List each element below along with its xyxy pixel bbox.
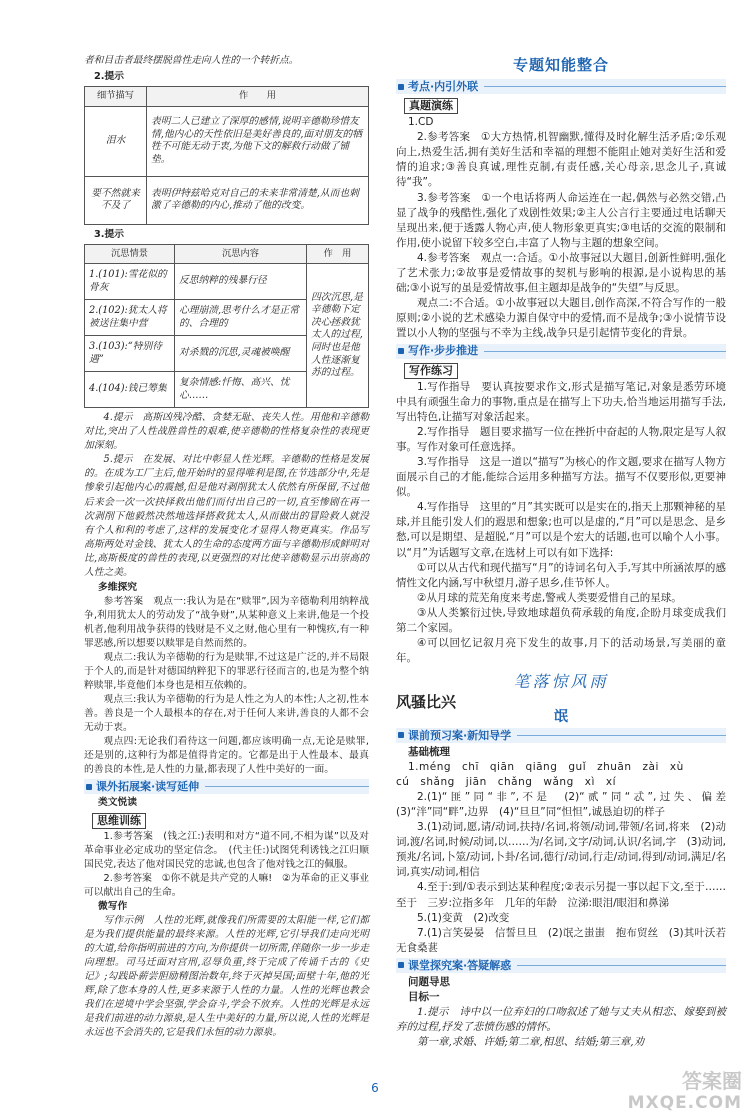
basics-7: 7.(1)言笑晏晏 信誓旦旦 (2)氓之蚩蚩 抱布贸丝 (3)其叶沃若 无食桑葚 [396,926,737,954]
writing-guide-2: 2.写作指导 题目要求描写一位在挫折中奋起的人物,限定是写人叙事。写作对象可任意选择。 [396,425,726,453]
answer-4a: 4.参考答案 观点一:合适。①小故事冠以大题目,创新性鲜明,强化了艺术张力;②故事是爱情故事的契机与影响的根源,是小说构思的基础;③小说写的虽是爱情故事,但主题却是战争的“失望”与反思。 [396,251,726,295]
hint-2-label: 2.提示 [94,71,124,83]
writing-option-4: ④可以回忆记叙月亮下发生的故事,月下的活动场景,写美丽的童年。 [396,637,726,665]
content-cell: 对杀戮的沉思,灵魂被唤醒 [175,336,307,372]
divider [484,351,726,352]
view-3: 观点三:我认为辛德勒的行为是人性之为人的本性;人之初,性本善。善良是一个人最根本的存在,对于任何人来讲,善良的人都不会无动于衷。 [84,694,369,734]
scene-cell: 3.(103):“特别待遇” [85,336,175,372]
section-bar-label: 写作·步步推进 [408,344,479,358]
reflection-head-3: 作 用 [307,244,369,264]
detail-cell: 要不然就来不及了 [85,176,147,224]
scene-cell: 4.(104):钱已筹集 [85,372,175,408]
questions-title: 问题导思 [408,975,450,988]
basics-2: 2.(1)“匪”同“非”,不是 (2)“贰”同“忒”,过失、偏差 (3)“泮”同“畔”,边界 (4)“旦旦”同“怛怛”,诚恳迫切的样子 [396,790,737,818]
unit-title: 风骚比兴 [396,693,457,712]
view-2: 观点二:我认为辛德勒的行为是赎罪,不过这是广泛的,并不局限于个人的,而是针对德国纳粹犯下的罪恶行径而言的,也是为整个纳粹赎罪,毕竟他们本身也是相互依赖的。 [84,652,369,692]
table-row [85,106,369,176]
section-bar-label: 考点·内引外联 [408,80,479,94]
basics-title: 基础梳理 [408,745,450,758]
left-column [84,54,369,1040]
section-bar-exam [396,79,726,94]
bullet-icon [86,784,92,790]
lesson-title: 氓 [554,709,568,726]
writing-option-3: ③从人类繁衍过快,导致地球超负荷承载的角度,企盼月球变成我们第二个家园。 [396,606,726,634]
divider [517,735,726,736]
bullet-icon [398,84,404,90]
detail-table-head-2: 作 用 [147,87,369,107]
section-bar-label: 课外拓展案·读写延伸 [96,779,200,793]
page-number-text: 6 [371,1081,379,1095]
bullet-icon [398,348,404,354]
micro-writing-sample: 写作示例 人性的光辉,就像我们所需要的太阳能一样,它们都是为我们提供能量的最终来源。人性的光辉,它引导我们走向光明的大道,给你指明前进的方向,为你提供一切所需,伴随你一步一步走向理想。司马迁面对宫刑,忍辱负重,终于完成了传诵千古的《史记》;勾践卧薪尝胆励精图治数年,终于灭掉吴国;面壁十年,他的光辉,除了您本身的人性,更多来源于人性的力量。人性的光辉也教会我们在逆境中学会坚强,学会奋斗,学会不放弃。人性的光辉是永远是我们前进的动力源泉,是人生中美好的力量,所以说,人性的光辉是永远也不会消失的,它是我们永恒的动力源泉。 [84,914,369,1039]
writing-guide-1: 1.写作指导 要认真按要求作文,形式是描写笔记,对象是悉劳环境中具有顽强生命力的事物,重点是在描写上下功夫,恰当地运用描写手法,写出特色,让描写对象活起来。 [396,380,726,423]
section-bar-writing [396,344,726,359]
view-1: 参考答案 观点一:我认为是在“赎罪”,因为辛德勒利用纳粹战争,利用犹太人的劳动发了“战争财”,从某种意义上来讲,他是一个投机者,他利用战争获得的钱财是不义之财,他心里有一种愧疚,有一种罪恶感,所以想要以赎罪是自然而然的。 [84,595,369,649]
writing-guide-4: 4.写作指导 这里的“月”其实既可以是实在的,指天上那颗神秘的星球,并且能引发人们的遐思和想象;也可以是虚的,“月”可以是思念、是乡愁,可以是期望、是超脱,“月”可以是个宏大的话题,也可以喻个人小事。以“月”为话题写文章,在选材上可以有如下选择: [396,501,726,559]
goal-hint-1: 1.提示 诗中以一位弃妇的口吻叙述了她与丈夫从相恋、嫁娶到被弃的过程,抒发了悲愤伤感的情怀。 [396,1006,726,1034]
hint-4: 4.提示 高斯凶残冷酷、贪婪无耻、丧失人性。用他和辛德勒对比,突出了人性战胜兽性的艰难,使辛德勒的性格复杂性的表现更加深刻。 [84,412,369,452]
detail-effect: 表明二人已建立了深厚的感情,说明辛德勒珍惜友情,他内心的天性依旧是美好善良的,面对朋友的牺牲不可能无动于衷,为他下文的解救行动做了铺垫。 [147,106,369,176]
reading-title: 类文悦读 [98,797,137,809]
tag-real-exam: 真题演练 [404,98,458,114]
intro-text: 者和目击者最终摆脱兽性走向人性的一个转折点。 [84,55,299,66]
decorative-heading: 笔落惊风雨 [513,672,609,692]
hint-5: 5.提示 在发展、对比中彰显人性光辉。辛德勒的性格是发展的。在成为工厂主后,他开始时的显得唯利是图,在节选部分中,先是惨象引起他内心的震撼,但是他对剥削犹太人依然有所保留,不过他后来会一次一次抉择救出他们而付出自己的一切,直至惨剧在再一次剥削下他毅然决然地选择搭救犹太人,从而做出的冒险救人就没有个人和利的考虑了,这样的发展变化才显得人物更真实。作品写高斯两处对金钱、犹太人的生命的态度两方面与辛德勒形成鲜明对比,高斯极度的兽性的表现,以更强烈的对比使辛德勒显示出崇高的人性之美。 [84,454,369,578]
answer-3: 3.参考答案 ①一个电话将两人命运连在一起,偶然与必然交错,凸显了战争的残酷性,强化了戏剧性效果;②主人公言行主要通过电话聊天呈现出来,便于透露人物心声,使人物形象更真实;③电话的交流的限制和作用,使小说留下较多空白,丰富了人物与主题的想象空间。 [396,191,726,249]
watermark-url: MXQE.COM [627,1093,742,1113]
scene-cell: 1.(101):雪花似的骨灰 [85,264,175,300]
writing-option-1: ①可以从古代和现代描写“月”的诗词名句入手,写其中所涵浓厚的感情性文化内涵,写中秋望月,游子思乡,佳节怀人。 [396,561,726,589]
writing-option-2: ②从月球的荒芜角度来考虑,警戒人类要爱惜自己的星球。 [417,591,682,604]
micro-writing-title: 微写作 [98,900,128,912]
section-title: 专题知能整合 [512,56,609,74]
answer-4b: 观点二:不合适。①小故事冠以大题目,创作高深,不符合写作的一般原则;②小说的艺术感染力源自保守中的爱情,而不是战争;③小说情节设置以小人物的坚强与不幸为主线,战争只是引起情节变化的背景。 [396,297,726,340]
pinyin-line-1: 1.méng chī qiān qiāng guǐ zhuān zài xù [408,760,684,773]
divider [205,786,369,787]
detail-effect: 表明伊特兹哈克对自己的未来非常清楚,从而也刺激了辛德勒的内心,推动了他的改变。 [147,176,369,224]
view-4: 观点四:无论我们看待这一问题,都应该明确一点,无论是赎罪,还是别的,这种行为都是值得肯定的。它都是出于人性最本、最真的善良的本性,是人性的力量,都表现了人性中美好的一面。 [84,736,369,776]
goal-hint-2: 第一章,求婚、许婚;第二章,相思、结婚;第三章,劝 [417,1036,645,1049]
section-bar-preview [396,728,726,743]
section-bar-extension [84,779,369,794]
effect-cell: 四次沉思,是辛德勒下定决心拯救犹太人的过程,同时也是他人性逐渐复苏的过程。 [307,264,369,408]
detail-cell: 泪水 [85,106,147,176]
thinking-answer-1: 1.参考答案 (钱之江:)表明和对方“道不同,不相为谋”以及对革命事业必定成功的坚定信念。 (代主任:)试图凭利诱钱之江归顺国民党,表达了他对国民党的忠诚,也包含了他对钱之江的佩服。 [84,830,369,870]
hint-3-label: 3.提示 [94,228,124,240]
writing-guide-3: 3.写作指导 这是一道以“描写”为核心的作文题,要求在描写人物方面展示自己的才能,能综合运用多种描写方法。描写不仅要形似,更要神似。 [396,455,726,499]
goal-title: 目标一 [408,990,440,1003]
tag-writing-practice: 写作练习 [404,363,458,379]
table-row [85,176,369,224]
section-bar-class [396,958,726,973]
divider [484,86,726,87]
divider [517,965,726,966]
pinyin-line-2: cú shǎng jiān chǎng wǎng xì xí [396,775,617,788]
multi-explore-title: 多维探究 [98,581,137,593]
bullet-icon [398,962,404,968]
content-cell: 反思纳粹的残暴行径 [175,264,307,300]
table-row [85,264,369,300]
detail-table-head-1: 细节描写 [85,87,147,107]
tag-thinking: 思维训练 [92,813,146,829]
right-column [396,54,737,1050]
bullet-icon [398,732,404,738]
watermark-text: 答案圈 [682,1069,742,1093]
detail-table [84,86,369,225]
reflection-table [84,244,369,409]
reflection-head-2: 沉思内容 [175,244,307,264]
watermark-logo [612,1070,742,1114]
basics-4: 4.至于:到/①表示到达某种程度;②表示另提一事以起下文,至于……至于 三岁:泣指多年 几年的年龄 泣涕:眼泪/眼泪和鼻涕 [396,881,726,909]
content-cell: 复杂情感:忏悔、高兴、忧心…… [175,372,307,408]
section-bar-label: 课前预习案·新知导学 [408,728,512,742]
basics-5: 5.(1)变黄 (2)改变 [417,911,510,924]
answer-1: 1.CD [408,116,434,129]
thinking-answer-2: 2.参考答案 ①你不就是共产党的人嘛! ②为革命的正义事业可以献出自己的生命。 [84,872,369,898]
content-cell: 心理崩溃,思考什么才是正常的、合理的 [175,300,307,336]
section-bar-label: 课堂探究案·答疑解惑 [408,958,512,972]
basics-3: 3.(1)动词,愿,请/动词,扶持/名词,将领/动词,带领/名词,将来 (2)动词,渡/名词,时候/动词,以……为/名词,文字/动词,认识/名词,字 (3)动词,预兆/名词,卜筮/动词,卜卦/名词,德行/动词,行走/动词,得到/动词,满足/名词,真实/动词,相信 [396,821,726,879]
answer-2: 2.参考答案 ①大方热情,机智幽默,懂得及时化解生活矛盾;②乐观向上,热爱生活,拥有美好生活和幸福的理想不能阻止她对美好生活和爱情的追求;③善良真诚,理性克制,有责任感,关心母亲,思念儿子,真诚待“我”。 [396,131,726,189]
reflection-head-1: 沉思情景 [85,244,175,264]
scene-cell: 2.(102):犹太人将被送往集中营 [85,300,175,336]
